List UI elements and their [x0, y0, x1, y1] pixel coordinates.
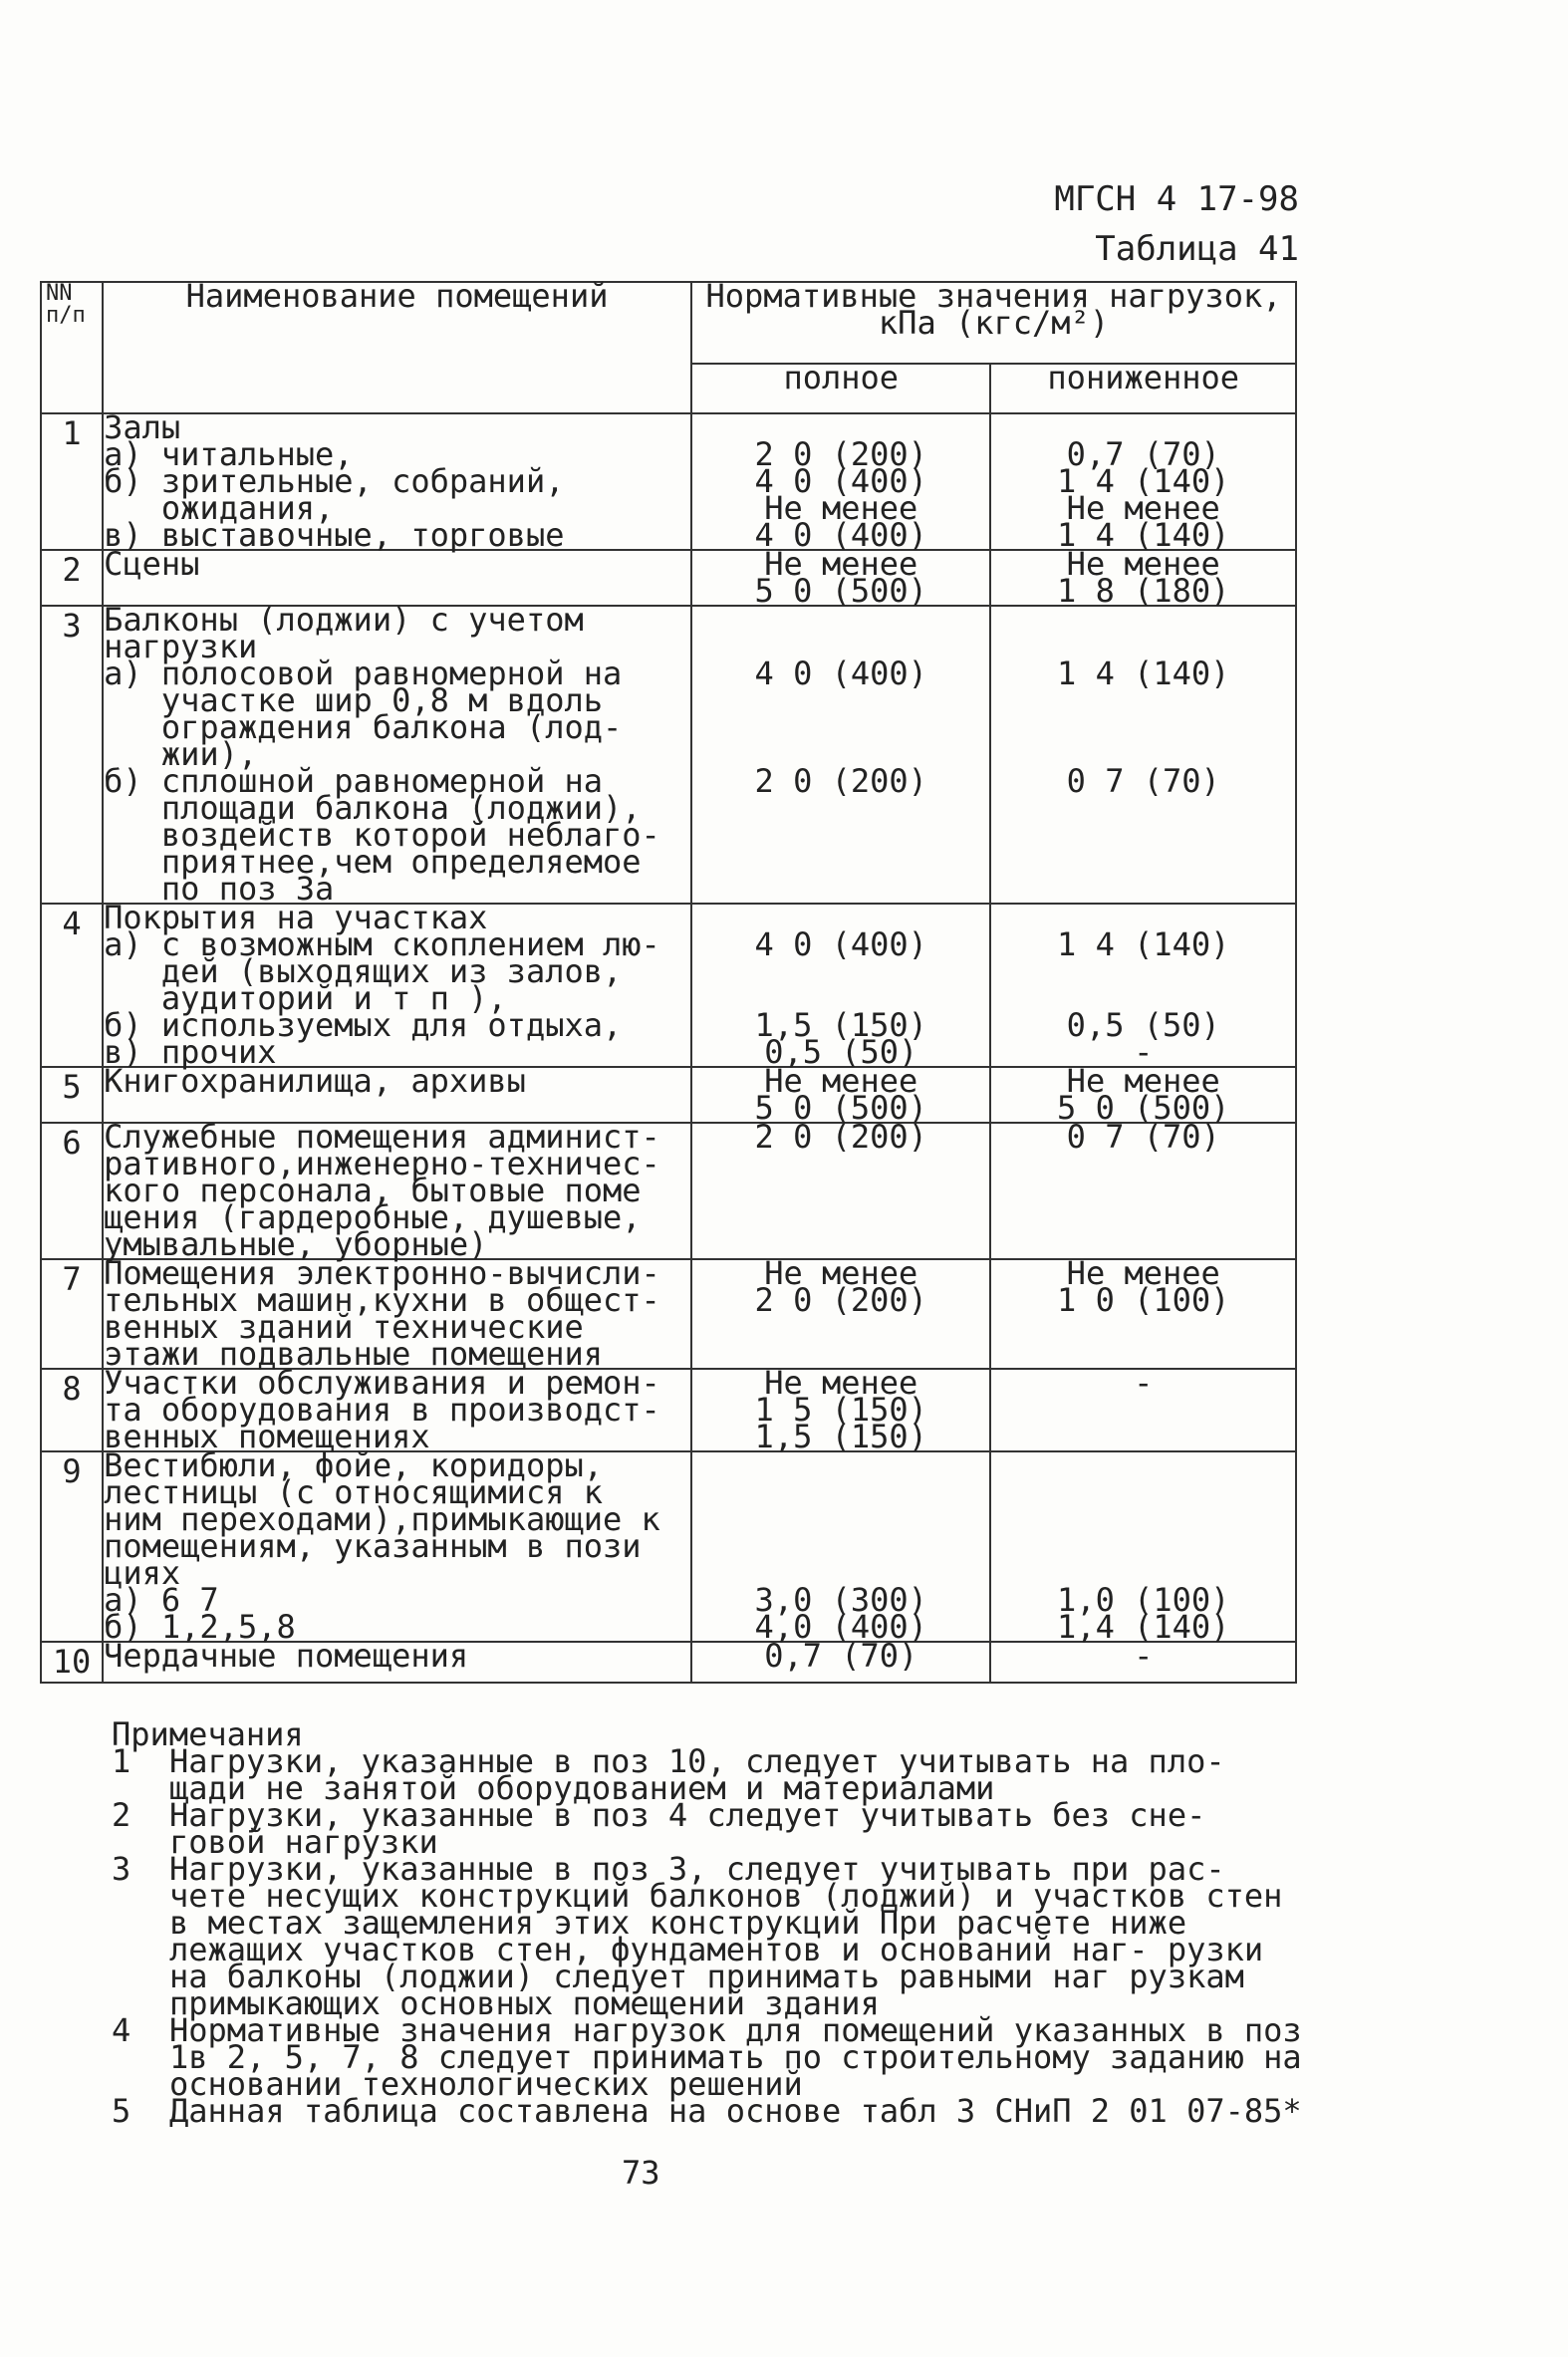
table-row	[41, 550, 1296, 606]
row-value-reduced	[990, 904, 1296, 1071]
row-value-reduced-line: Не менее	[1066, 1062, 1220, 1100]
row-name	[103, 1364, 691, 1455]
row-name-line: в) выставочные, торговые	[104, 516, 565, 554]
row-value-full-line: Не менее	[764, 489, 918, 527]
row-number: 6	[41, 1123, 103, 1259]
row-name	[103, 545, 691, 606]
table-row	[41, 1067, 1296, 1123]
note-text: Данная таблица составлена на основе табл 3 СНиП 2 01 07-85*	[169, 2092, 1302, 2130]
row-value-reduced-line	[991, 607, 1295, 634]
table-row	[41, 904, 1296, 1067]
row-value-reduced-line	[991, 1452, 1295, 1479]
row-name-line: а) с возможным скоплением лю-	[104, 925, 660, 963]
row-name-line: воздейств которой неблаго-	[104, 816, 660, 854]
row-value-full-line: 2 0 (200)	[754, 762, 927, 800]
table-row	[41, 1451, 1296, 1642]
row-value-full-line: 5 0 (500)	[754, 572, 927, 610]
row-name-line: Покрытия на участках	[104, 899, 488, 936]
row-name-line: лестницы (с относящимися к	[104, 1473, 603, 1511]
row-number: 10	[41, 1642, 103, 1683]
row-number: 1	[41, 413, 103, 550]
note-item	[112, 1850, 1307, 2022]
row-number: 9	[41, 1451, 103, 1642]
row-value-reduced	[990, 1451, 1296, 1646]
row-name-line: а) полосовой равномерной на	[104, 655, 623, 692]
row-name-line: в) прочих	[104, 1033, 277, 1071]
row-name-line: ожидания,	[104, 489, 335, 527]
row-name-line: кого персонала, бытовые поме	[104, 1172, 642, 1209]
row-value-reduced-line: 0 7 (70)	[1066, 762, 1220, 800]
note-text: Нагрузки, указанные в поз 4 следует учитывать без сне- говой нагрузки	[169, 1796, 1206, 1861]
row-value-full-line: 5 0 (500)	[754, 1089, 927, 1127]
row-value-full	[691, 413, 990, 554]
row-value-full-line: 2 0 (200)	[754, 1118, 927, 1156]
row-name-line: Вестибюли, фойе, коридоры,	[104, 1446, 603, 1484]
note-number: 4	[112, 2011, 131, 2049]
row-value-full-line: 1,5 (150)	[754, 1418, 927, 1455]
row-value-full-line: 4 0 (400)	[754, 516, 927, 554]
note-number: 1	[112, 1742, 131, 1780]
row-value-reduced	[990, 413, 1296, 554]
row-value-full-line: Не менее	[764, 1364, 918, 1402]
row-value-reduced-line: -	[1134, 1637, 1154, 1675]
row-name-line: Сцены	[104, 545, 200, 583]
row-number: 4	[41, 904, 103, 1067]
row-value-full-line: Не менее	[764, 1254, 918, 1292]
row-value-reduced-line: Не менее	[1066, 1254, 1220, 1292]
row-value-reduced-line: Не менее	[1066, 489, 1220, 527]
row-value-full-line	[692, 1452, 989, 1479]
row-value-reduced-line: 0 7 (70)	[1066, 1118, 1220, 1156]
row-name-line: Служебные помещения админист-	[104, 1118, 660, 1156]
column-header-name: Наименование помещений	[103, 282, 691, 413]
row-value-full-line: 3,0 (300)	[754, 1581, 927, 1619]
row-value-reduced-line	[991, 1506, 1295, 1533]
row-name	[103, 1118, 691, 1263]
row-value-full	[691, 1364, 990, 1455]
row-value-full-line: 2 0 (200)	[754, 435, 927, 473]
row-value-reduced-line: 1 4 (140)	[1057, 655, 1230, 692]
row-name-line: венных зданий технические	[104, 1308, 584, 1346]
table-row	[41, 1369, 1296, 1451]
row-value-reduced-line: -	[1134, 1364, 1154, 1402]
column-header-values: Нормативные значения нагрузок, кПа (кгс/м²)	[691, 282, 1296, 364]
row-value-reduced-line: 0,7 (70)	[1066, 435, 1220, 473]
row-number: 5	[41, 1067, 103, 1123]
row-value-full-line	[692, 714, 989, 741]
row-name-line: б) сплошной равномерной на	[104, 762, 603, 800]
row-value-full-line: 4 0 (400)	[754, 925, 927, 963]
row-value-reduced-line: 5 0 (500)	[1057, 1089, 1230, 1127]
row-value-full-line: 0,7 (70)	[764, 1637, 918, 1675]
row-value-full-line: 4 0 (400)	[754, 462, 927, 500]
row-value-full	[691, 1118, 990, 1259]
note-item	[112, 2092, 1307, 2130]
loads-table	[40, 277, 1297, 1684]
note-text: Нагрузки, указанные в поз 10, следует учитывать на пло- щади не занятой оборудованием и материалами	[169, 1742, 1225, 1807]
row-name-line: приятнее,чем определяемое	[104, 843, 642, 881]
row-name-line: ограждения балкона (лод-	[104, 708, 623, 746]
row-value-full-line	[692, 1479, 989, 1506]
row-value-reduced-line	[991, 714, 1295, 741]
row-value-full-line	[692, 1533, 989, 1560]
note-number: 3	[112, 1850, 131, 1888]
row-number: 8	[41, 1369, 103, 1451]
row-value-reduced	[990, 1364, 1296, 1451]
row-name-line: тельных машин,кухни в общест-	[104, 1281, 660, 1319]
row-value-reduced-line: 1,0 (100)	[1057, 1581, 1230, 1619]
row-value-full	[691, 1451, 990, 1646]
row-name-line: умывальные, уборные)	[104, 1225, 488, 1263]
row-name-line: Помещения электронно-вычисли-	[104, 1254, 660, 1292]
row-name-line: по поз 3а	[104, 870, 335, 908]
row-value-reduced-line: 1 4 (140)	[1057, 516, 1230, 554]
row-value-reduced	[990, 1062, 1296, 1127]
row-name-line: Залы	[104, 408, 181, 446]
page-number: 73	[622, 2154, 660, 2192]
row-name-line: б) зрительные, собраний,	[104, 462, 565, 500]
row-name	[103, 601, 691, 908]
row-name-line: Книгохранилища, архивы	[104, 1062, 526, 1100]
row-value-reduced	[990, 606, 1296, 904]
note-item	[112, 1796, 1307, 1861]
row-name	[103, 1446, 691, 1646]
row-name-line: Чердачные помещения	[104, 1637, 469, 1675]
row-name-line: дей (выходящих из залов,	[104, 952, 623, 990]
row-value-reduced-line: Не менее	[1066, 545, 1220, 583]
document-code: МГСН 4 17-98	[1054, 179, 1299, 219]
row-value-full-line	[692, 1506, 989, 1533]
row-value-reduced-line	[991, 1479, 1295, 1506]
row-name-line: та оборудования в производст-	[104, 1391, 660, 1429]
row-value-reduced-line: 1 4 (140)	[1057, 925, 1230, 963]
row-value-reduced-line: 1 8 (180)	[1057, 572, 1230, 610]
row-name-line: б) 1,2,5,8	[104, 1608, 296, 1646]
column-header-full: полное	[691, 364, 990, 413]
row-name-line: а) читальные,	[104, 435, 354, 473]
column-header-number: NN п/п	[41, 282, 103, 413]
row-name-line: венных помещениях	[104, 1418, 430, 1455]
row-name-line: а) 6 7	[104, 1581, 219, 1619]
row-value-reduced-line: 1,4 (140)	[1057, 1608, 1230, 1646]
row-name-line: ративного,инженерно-техничес-	[104, 1145, 660, 1182]
row-name-line: б) используемых для отдыха,	[104, 1006, 623, 1044]
table-row	[41, 1123, 1296, 1259]
row-name-line: Балконы (лоджии) с учетом	[104, 601, 584, 639]
row-value-reduced	[990, 1254, 1296, 1369]
row-name-line: площади балкона (лоджии),	[104, 789, 642, 827]
row-value-full-line: Не менее	[764, 1062, 918, 1100]
row-name	[103, 408, 691, 554]
row-name-line: щения (гардеробные, душевые,	[104, 1198, 642, 1236]
row-name	[103, 1062, 691, 1123]
row-name-line: участке шир 0,8 м вдоль	[104, 681, 603, 719]
row-value-full	[691, 1062, 990, 1127]
notes-section	[112, 1715, 1307, 2130]
row-name	[103, 1254, 691, 1373]
row-value-reduced-line: 0,5 (50)	[1066, 1006, 1220, 1044]
row-value-reduced-line: 1 0 (100)	[1057, 1281, 1230, 1319]
note-item	[112, 1742, 1307, 1807]
row-value-full-line: 1,5 (150)	[754, 1006, 927, 1044]
row-value-full-line: 2 0 (200)	[754, 1281, 927, 1319]
row-value-full-line: 4 0 (400)	[754, 655, 927, 692]
row-value-full	[691, 606, 990, 904]
note-text: Нормативные значения нагрузок для помещений указанных в поз 1в 2, 5, 7, 8 следует принимать по строительному заданию на основании технологических решений	[169, 2011, 1302, 2103]
row-value-full	[691, 1254, 990, 1369]
note-number: 2	[112, 1796, 131, 1834]
table-row	[41, 1642, 1296, 1683]
row-value-full-line: 1 5 (150)	[754, 1391, 927, 1429]
notes-title: Примечания	[112, 1715, 304, 1753]
row-name-line: аудиторий и т п ),	[104, 979, 507, 1017]
row-value-full-line: 4,0 (400)	[754, 1608, 927, 1646]
row-value-reduced	[990, 545, 1296, 610]
row-value-reduced-line	[991, 1533, 1295, 1560]
row-value-reduced-line: -	[1134, 1033, 1154, 1071]
row-value-reduced	[990, 1637, 1296, 1683]
row-name-line: этажи подвальные помещения	[104, 1335, 603, 1373]
row-value-full	[691, 545, 990, 610]
row-name	[103, 899, 691, 1071]
row-value-full-line: 0,5 (50)	[764, 1033, 918, 1071]
note-number: 5	[112, 2092, 131, 2130]
row-name-line: циях	[104, 1554, 181, 1592]
row-name-line: ним переходами),примыкающие к	[104, 1500, 660, 1538]
row-value-full	[691, 904, 990, 1071]
row-value-reduced-line: 1 4 (140)	[1057, 462, 1230, 500]
row-value-full-line	[692, 607, 989, 634]
table-row	[41, 1259, 1296, 1369]
row-name	[103, 1637, 691, 1683]
note-item	[112, 2011, 1307, 2103]
column-header-reduced: пониженное	[990, 364, 1296, 413]
row-value-full-line: Не менее	[764, 545, 918, 583]
row-number: 7	[41, 1259, 103, 1369]
row-name-line: Участки обслуживания и ремон-	[104, 1364, 660, 1402]
row-value-full	[691, 1637, 990, 1683]
row-value-reduced	[990, 1118, 1296, 1259]
row-name-line: нагрузки	[104, 628, 258, 665]
note-text: Нагрузки, указанные в поз 3, следует учитывать при рас- чете несущих конструкций балконов (лоджий) и участков стен в местах защемления этих конструкций При расчете ниже лежащих участков стен, фундаментов и оснований наг- рузки на балконы (лоджии) следует принимать равными наг рузкам примыкающих основных помещений здания	[169, 1850, 1283, 2022]
row-name-line: жии),	[104, 735, 258, 773]
row-number: 3	[41, 606, 103, 904]
row-name-line: помещениям, указанным в пози	[104, 1527, 642, 1565]
table-row	[41, 413, 1296, 550]
table-row	[41, 606, 1296, 904]
table-number: Таблица 41	[1095, 229, 1299, 269]
row-number: 2	[41, 550, 103, 606]
